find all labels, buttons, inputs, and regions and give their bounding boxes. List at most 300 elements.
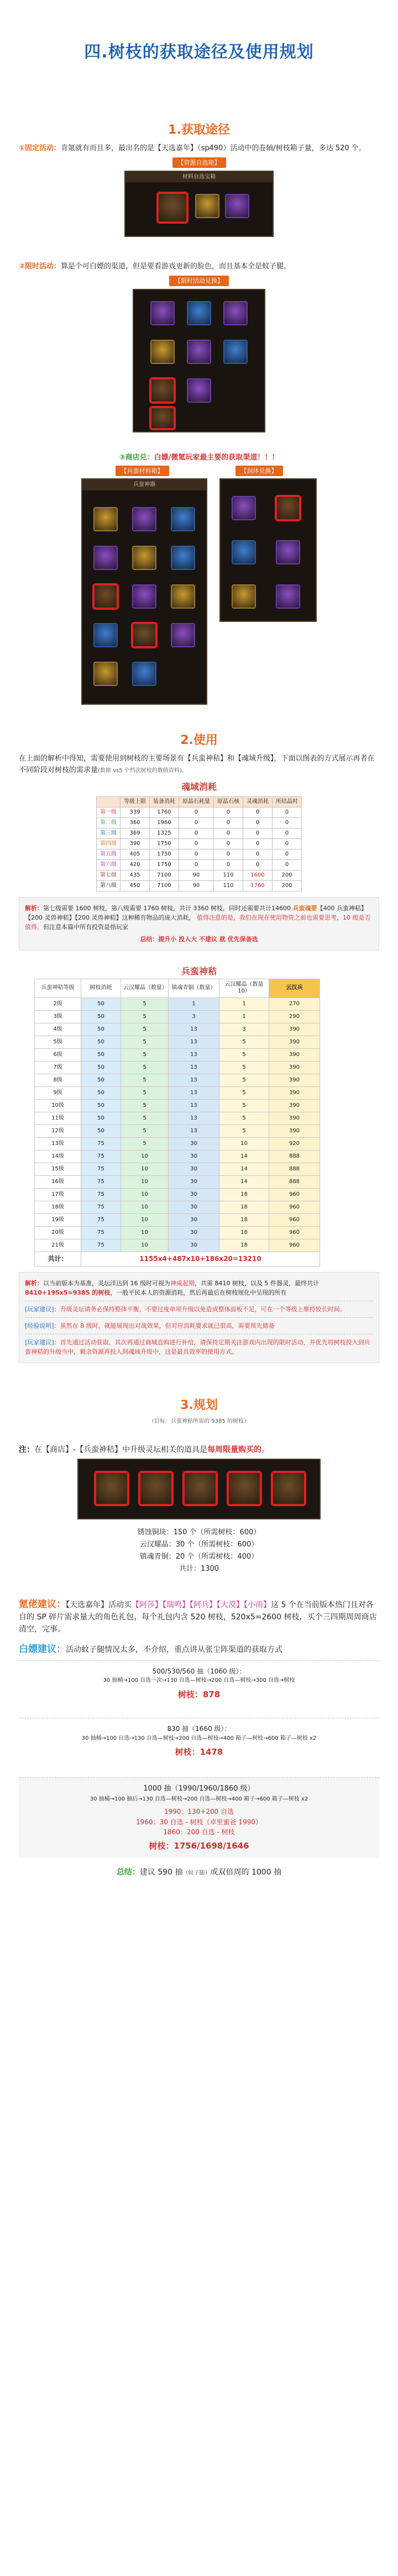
table-cell: 1760	[150, 807, 179, 817]
table-cell: 7100	[150, 870, 179, 880]
table-cell: 4级	[35, 1023, 81, 1036]
table-row	[97, 859, 302, 870]
table-header-cell: 树枝消耗	[81, 979, 121, 997]
soul-domain-table	[96, 796, 302, 891]
table-cell: 920	[269, 1137, 320, 1150]
screenshot-weekly-shop	[77, 1459, 321, 1519]
item-slot	[93, 546, 118, 570]
item-slot	[187, 378, 211, 403]
item-slot	[195, 194, 219, 218]
route-1-paragraph	[19, 143, 379, 154]
table-cell: 1600	[243, 870, 273, 880]
table-cell: 13	[169, 1036, 219, 1048]
table-cell: 1750	[150, 838, 179, 849]
table-cell: 0	[273, 828, 302, 838]
screenshot-limited-exchange	[133, 289, 265, 432]
table-cell: 0	[273, 838, 302, 849]
item-slot	[93, 623, 118, 647]
table-header-cell: 原晶石耗量	[179, 796, 214, 807]
table-cell: 10	[121, 1163, 169, 1175]
table-cell: 13	[169, 1125, 219, 1137]
table-cell: 50	[81, 1125, 121, 1137]
table-cell: 5	[121, 1048, 169, 1061]
shop-item	[95, 1472, 128, 1505]
item-slot	[132, 662, 156, 686]
screenshot-header: 兵蛮神器	[82, 479, 206, 490]
table-cell: 390	[269, 1023, 320, 1036]
table-cell: 960	[269, 1239, 320, 1252]
table-cell: 0	[179, 828, 214, 838]
table-row	[97, 870, 302, 880]
item-slot-branch	[276, 496, 300, 520]
shop-item	[139, 1472, 172, 1505]
item-slot	[132, 584, 156, 609]
table-cell: 0	[179, 817, 214, 828]
table-header-cell: 云汉耀晶（数量）	[121, 979, 169, 997]
table-cell: 10	[121, 1150, 169, 1163]
table-cell: 5	[219, 1074, 269, 1086]
table-header-cell: 等级上限	[121, 796, 150, 807]
table-cell: 18	[219, 1239, 269, 1252]
table-cell: 960	[269, 1201, 320, 1213]
table-cell: 2级	[35, 997, 81, 1010]
table-cell: 75	[81, 1137, 121, 1150]
table-cell: 450	[121, 880, 150, 891]
route-1-label: ①固定活动：	[19, 144, 61, 152]
table-cell: 1	[169, 997, 219, 1010]
table-cell: 1750	[150, 859, 179, 870]
table-cell: 5	[219, 1112, 269, 1125]
table-cell: 270	[269, 997, 320, 1010]
item-slot	[225, 194, 249, 218]
table-cell: 5	[121, 1010, 169, 1023]
table-cell: 18	[219, 1188, 269, 1201]
table-cell: 30	[169, 1226, 219, 1239]
table-cell: 0	[214, 807, 243, 817]
table-cell: 30	[169, 1175, 219, 1188]
table-cell: 10	[121, 1175, 169, 1188]
table-cell: 339	[121, 807, 150, 817]
table-cell: 5	[121, 1036, 169, 1048]
table-cell: 0	[179, 807, 214, 817]
table-cell: 第四级	[97, 838, 121, 849]
table-cell: 17级	[35, 1188, 81, 1201]
table-cell: 0	[243, 828, 273, 838]
table-cell: 0	[243, 807, 273, 817]
screenshot-header: 材料自选宝箱	[125, 172, 273, 183]
item-slot	[223, 301, 248, 325]
route-2-text: 算是个可白嫖的渠道，但是要看游戏更新的脸色，而且基本全是蚊子腿。	[61, 262, 291, 271]
pill-limited-exchange: 【限时活动兑换】	[169, 276, 229, 286]
screenshot-shop-left	[81, 478, 207, 705]
table-cell: 888	[269, 1175, 320, 1188]
table-header-cell: 兵蛮神秸等级	[35, 979, 81, 997]
table-cell: 11级	[35, 1112, 81, 1125]
item-slot	[171, 623, 195, 647]
table-cell: 960	[269, 1226, 320, 1239]
table-row	[35, 1125, 320, 1137]
table-cell: 6级	[35, 1048, 81, 1061]
table-cell: 30	[169, 1213, 219, 1226]
table-cell: 0	[243, 838, 273, 849]
table-cell: 14	[219, 1175, 269, 1188]
table-row	[35, 1010, 320, 1023]
page-title: 四.树枝的获取途径及使用规划	[84, 43, 314, 62]
krypton-advice: 氪佬建议：【天选嘉年】活动买【阿莎】【瑞鸣】【阿兵】【大漠】【小雨】这 5 个在当前版本热门且对各自的 SP 碎片需求量大的角色礼包，每个礼包内含 520 树枝，520x5=2600 树枝，买个三四期周周商店清空，完事。	[19, 1598, 377, 1634]
table-cell: 5	[121, 1099, 169, 1112]
table-cell: 960	[269, 1213, 320, 1226]
table-row	[35, 1163, 320, 1175]
table-cell: 30	[169, 1163, 219, 1175]
table-cell: 第六级	[97, 859, 121, 870]
table-cell: 1960	[150, 817, 179, 828]
table-cell: 1760	[243, 880, 273, 891]
table-cell: 0	[214, 817, 243, 828]
table-cell: 888	[269, 1163, 320, 1175]
table-cell: 50	[81, 1036, 121, 1048]
table-cell: 50	[81, 1099, 121, 1112]
analysis2-box	[19, 1272, 379, 1363]
table-cell: 290	[269, 1010, 320, 1023]
table-cell: 7100	[150, 880, 179, 891]
table-cell: 390	[121, 838, 150, 849]
table-cell: 18	[219, 1213, 269, 1226]
table-cell: 13	[169, 1099, 219, 1112]
table-cell: 13	[169, 1061, 219, 1074]
weekly-items: 锈蚀铜块：150 个（所需树枝：600） 云汉耀晶：30 个（所需树枝：600） 镇魂青铜：20 个（所需树枝：400） 共计：1300	[137, 1528, 261, 1574]
final-summary: 总结：建议 590 抽（蚊子腿）或双倍周的 1000 抽	[116, 1868, 282, 1877]
table-cell: 1750	[150, 849, 179, 859]
table-cell: 13	[169, 1048, 219, 1061]
table-cell: 3	[169, 1010, 219, 1023]
screenshot-resource-box	[124, 171, 274, 237]
table-cell: 14	[219, 1163, 269, 1175]
table-cell: 30	[169, 1137, 219, 1150]
table-cell: 14级	[35, 1150, 81, 1163]
table-cell: 3级	[35, 1010, 81, 1023]
table-cell: 13	[169, 1023, 219, 1036]
table-cell: 18	[219, 1226, 269, 1239]
table-cell: 5	[121, 1086, 169, 1099]
table-cell: 5	[121, 997, 169, 1010]
analysis-summary: 总结：提升小 投入大 不建议 就 优先保备选	[140, 935, 258, 943]
table-cell: 50	[81, 1023, 121, 1036]
table-cell: 第五级	[97, 849, 121, 859]
table-cell: 0	[273, 859, 302, 870]
item-slot	[232, 496, 256, 520]
table-cell: 5	[121, 1137, 169, 1150]
table-cell: 888	[269, 1150, 320, 1163]
route-1-text: 肯氪就有而且多，最出名的是【天选嘉年】（sp490）活动中的卷轴/树枝箱子量，多达 520 个。	[61, 144, 366, 152]
table-cell: 13	[169, 1086, 219, 1099]
table-cell: 50	[81, 1112, 121, 1125]
total-label: 共计：	[35, 1252, 81, 1266]
screenshot-shop-right	[219, 478, 317, 622]
table-total-row	[35, 1252, 320, 1266]
item-slot	[132, 546, 156, 570]
table-cell: 30	[169, 1201, 219, 1213]
pill-bingman-box: 【兵蛮材料箱】	[116, 466, 169, 476]
table-row	[97, 828, 302, 838]
bingman-title: 兵蛮神秸	[181, 965, 217, 976]
table-cell: 75	[81, 1163, 121, 1175]
table-cell: 5	[219, 1125, 269, 1137]
table-cell: 15级	[35, 1163, 81, 1175]
table-cell: 3	[219, 1023, 269, 1036]
route-3-text: 白嫖/微氪玩家最主要的获取渠道！！！	[154, 453, 279, 462]
table-row	[35, 1239, 320, 1252]
table-header-cell: 所结晶时	[273, 796, 302, 807]
analysis-text: 解析：第七级需要 1600 树枝，第八级需要 1760 树枝，共计 3360 树枝，同时还需要共计14600 兵蛮魂要【400 兵蛮神秸】【200 灵兽神秸】【200 灵兽神秸】这种稀有物品的庞大消耗， 值得注意的是，我们在现在使用物资之前也需要思考，10 级是否值得。但注意本篇中所有投资是指玩家	[25, 904, 371, 931]
table-cell: 10级	[35, 1099, 81, 1112]
item-slot	[232, 540, 256, 564]
table-cell: 390	[269, 1048, 320, 1061]
plan-target: （目标：兵蛮神秸所需的 9385 的树枝）	[149, 1418, 249, 1424]
table-row	[97, 817, 302, 828]
table-cell: 10	[121, 1201, 169, 1213]
table-cell: 5	[121, 1125, 169, 1137]
item-slot	[276, 584, 300, 609]
item-slot	[150, 340, 175, 364]
item-slot-branch-box	[158, 193, 187, 223]
table-cell: 5	[121, 1061, 169, 1074]
plan-card-530: 500/530/560 抽（1060 级）： 30 抽桶→100 自选一次→130 自选—树枝→200 自选—树枝→300 自选→树枝 树枝：878	[19, 1660, 379, 1707]
table-cell: 1	[219, 997, 269, 1010]
table-cell: 0	[179, 838, 214, 849]
route-3-paragraph	[19, 452, 379, 463]
table-cell: 50	[81, 1086, 121, 1099]
table-cell: 110	[214, 880, 243, 891]
table-cell: 10	[121, 1188, 169, 1201]
table-cell: 50	[81, 997, 121, 1010]
analysis-box	[19, 897, 379, 951]
table-cell: 390	[269, 1061, 320, 1074]
plan-card-1000: 1000 抽（1990/1960/1860 级） 30 抽桶→100 抽后→130 自选—树枝→200 自选—树枝→400 箱子→600 箱子—树枝 x2 1990：130+200 自选 1960：30 自选 - 树枝（卓里蜜爸 1990） 1860：200 自选 - 树枝 树枝：1756/1698/1646	[19, 1777, 379, 1858]
table-cell: 第八级	[97, 880, 121, 891]
usage-intro	[19, 753, 379, 775]
table-cell: 0	[179, 859, 214, 870]
table-cell: 0	[214, 828, 243, 838]
table-cell: 50	[81, 1048, 121, 1061]
section-3-title: 3.规划	[180, 1398, 218, 1412]
table-row	[35, 997, 320, 1010]
table-cell: 5	[121, 1023, 169, 1036]
table-cell: 第三级	[97, 828, 121, 838]
table-cell: 50	[81, 1074, 121, 1086]
table-cell: 0	[214, 838, 243, 849]
table-cell: 10	[219, 1137, 269, 1150]
table-cell: 50	[81, 1010, 121, 1023]
section-1-title: 1.获取途径	[168, 123, 230, 137]
table-cell: 9级	[35, 1086, 81, 1099]
item-slot	[187, 301, 211, 325]
table-cell: 390	[269, 1112, 320, 1125]
table-cell: 420	[121, 859, 150, 870]
analysis2-text: 解析：以当前版本为基准，灵坛洋达到 16 级时可视为神威起期，共需 8410 树枝，以及 5 件器灵，最终共计 8410+195x5=9385 的树枝，一般平民本人的资源消耗，然后再最后在树枝规化中呈现的所有	[25, 1279, 319, 1296]
table-cell: 12级	[35, 1125, 81, 1137]
table-cell: 0	[273, 807, 302, 817]
route-2-paragraph	[19, 261, 379, 272]
table-row	[35, 1023, 320, 1036]
table-cell: 360	[121, 817, 150, 828]
table-cell: 13级	[35, 1137, 81, 1150]
table-cell: 110	[214, 870, 243, 880]
table-row	[35, 1213, 320, 1226]
item-slot	[276, 540, 300, 564]
table-cell: 5级	[35, 1036, 81, 1048]
table-cell: 75	[81, 1239, 121, 1252]
table-row	[97, 807, 302, 817]
table-row	[35, 1086, 320, 1099]
table-cell: 369	[121, 828, 150, 838]
table-cell: 5	[121, 1112, 169, 1125]
table-cell: 75	[81, 1213, 121, 1226]
table-row	[35, 1201, 320, 1213]
table-row	[35, 1137, 320, 1150]
table-row	[35, 1226, 320, 1239]
item-slot	[171, 584, 195, 609]
table-cell: 435	[121, 870, 150, 880]
table-cell: 75	[81, 1175, 121, 1188]
table-cell: 第二级	[97, 817, 121, 828]
table-row	[35, 1188, 320, 1201]
item-slot-branch	[93, 584, 118, 609]
table-cell: 1	[219, 1010, 269, 1023]
item-slot-branch	[132, 623, 156, 647]
table-header-cell: 镇魂青铜（数量）	[169, 979, 219, 997]
table-cell: 75	[81, 1150, 121, 1163]
table-cell: 5	[219, 1036, 269, 1048]
note-2: [经验说明]：虽然在 8 级时，就能展现出对战效果，但对应消耗要求就已很高，需要预先储备	[25, 1322, 275, 1329]
table-cell: 390	[269, 1099, 320, 1112]
table-row	[35, 1175, 320, 1188]
usage-intro-text: 在上面的解析中得知，需要使用到树枝的主要场景有【兵蛮神秸】和【魂域升级】，下面以图表的方式展示再者在不同阶段对树枝的需求量	[19, 754, 375, 774]
item-slot	[187, 340, 211, 364]
table-cell: 0	[214, 849, 243, 859]
item-slot	[93, 662, 118, 686]
table-cell: 10	[121, 1226, 169, 1239]
table-cell: 0	[243, 817, 273, 828]
table-row	[97, 880, 302, 891]
table-cell: 14	[219, 1150, 269, 1163]
table-cell: 8级	[35, 1074, 81, 1086]
table-cell: 0	[273, 817, 302, 828]
table-cell: 0	[179, 849, 214, 859]
table-header-cell	[97, 796, 121, 807]
route-3-label: ③商店兑：	[119, 453, 154, 462]
table-cell: 16级	[35, 1175, 81, 1188]
note-1: [玩家建议]：升级灵坛请务必保持整体平衡，不要过度单项升级以免造成整体面板不足，可在一个等级上维持较长时间。	[25, 1305, 346, 1313]
table-cell: 50	[81, 1061, 121, 1074]
table-cell: 90	[179, 870, 214, 880]
table-row	[35, 1074, 320, 1086]
table-cell: 5	[219, 1086, 269, 1099]
item-slot	[171, 546, 195, 570]
table-cell: 10	[121, 1213, 169, 1226]
table-header-cell: 云汉耀晶（数量 10）	[219, 979, 269, 997]
table-row	[35, 1036, 320, 1048]
section-2-title: 2.使用	[180, 733, 218, 748]
plan-card-830: 830 抽（1660 级）： 30 抽桶→100 自选→130 自选—树枝→200 自选—树枝→400 箱子—树枝→600 箱子—树枝 x2 树枝：1478	[19, 1718, 379, 1764]
table-cell: 13	[169, 1074, 219, 1086]
table-cell: 75	[81, 1188, 121, 1201]
total-value: 1155x4+487x10+186x20=13210	[81, 1252, 320, 1266]
item-slot	[232, 584, 256, 609]
table-row	[35, 1150, 320, 1163]
table-cell: 30	[169, 1188, 219, 1201]
table-cell: 30	[169, 1239, 219, 1252]
item-slot-branch	[150, 407, 175, 429]
table-cell: 0	[214, 859, 243, 870]
table-cell: 960	[269, 1188, 320, 1201]
table-cell: 405	[121, 849, 150, 859]
table-cell: 20级	[35, 1226, 81, 1239]
table-cell: 5	[121, 1074, 169, 1086]
table-header-cell: 灵魂消耗	[243, 796, 273, 807]
usage-intro-note: (数据 vs5 个档次树枝的数值资料)。	[98, 767, 187, 774]
item-slot	[132, 507, 156, 531]
analysis-label: 解析：	[25, 904, 43, 912]
table-header-cell: 原晶石核	[214, 796, 243, 807]
item-slot	[223, 340, 248, 364]
table-cell: 0	[243, 849, 273, 859]
note-3: [玩家建议]：首先通过活动获取，其次再通过商城直购进行补给，请保持定期关注游戏内出现的限时活动，并优先将树枝投入到兵蛮神秸的升级当中，剩余资源再投入到魂域升级中，这是最具效率的使用方式。	[25, 1338, 370, 1355]
shop-item	[272, 1472, 305, 1505]
table-row	[97, 849, 302, 859]
table-row	[35, 1061, 320, 1074]
table-cell: 200	[273, 870, 302, 880]
table-cell: 1325	[150, 828, 179, 838]
table-cell: 10	[121, 1239, 169, 1252]
table-cell: 5	[219, 1099, 269, 1112]
table-cell: 90	[179, 880, 214, 891]
table-cell: 0	[273, 849, 302, 859]
table-cell: 5	[219, 1048, 269, 1061]
item-slot	[93, 507, 118, 531]
shop-note: 注：在【商店】-【兵蛮神秸】中升级灵坛相关的道具是每周限量购买的。	[19, 1445, 270, 1455]
table-row	[35, 1048, 320, 1061]
table-cell: 0	[243, 859, 273, 870]
table-cell: 18	[219, 1201, 269, 1213]
table-cell: 75	[81, 1201, 121, 1213]
table-header-cell: 云汉兵	[269, 979, 320, 997]
table-row	[35, 1112, 320, 1125]
pill-cave-exchange: 【洞体兑换】	[235, 466, 283, 476]
shop-item	[184, 1472, 217, 1505]
table-cell: 5	[219, 1061, 269, 1074]
table-cell: 第七级	[97, 870, 121, 880]
soul-domain-title: 魂域消耗	[181, 781, 217, 792]
table-cell: 390	[269, 1036, 320, 1048]
item-slot	[150, 301, 175, 325]
table-cell: 13	[169, 1112, 219, 1125]
bingman-table	[34, 979, 320, 1266]
table-cell: 75	[81, 1226, 121, 1239]
table-cell: 390	[269, 1125, 320, 1137]
item-slot-branch	[150, 378, 175, 403]
table-cell: 390	[269, 1086, 320, 1099]
table-cell: 30	[169, 1150, 219, 1163]
free-advice: 白嫖建议：活动蚊子腿情况太多，不介绍，重点讲从张尘阵渠道的获取方式	[19, 1644, 282, 1655]
route-2-label: ②限时活动：	[19, 262, 61, 271]
table-cell: 390	[269, 1074, 320, 1086]
table-cell: 19级	[35, 1213, 81, 1226]
shop-item	[228, 1472, 261, 1505]
table-cell: 7级	[35, 1061, 81, 1074]
table-row	[97, 838, 302, 849]
item-slot	[171, 507, 195, 531]
pill-resource-box: 【资源自选箱】	[172, 157, 226, 168]
